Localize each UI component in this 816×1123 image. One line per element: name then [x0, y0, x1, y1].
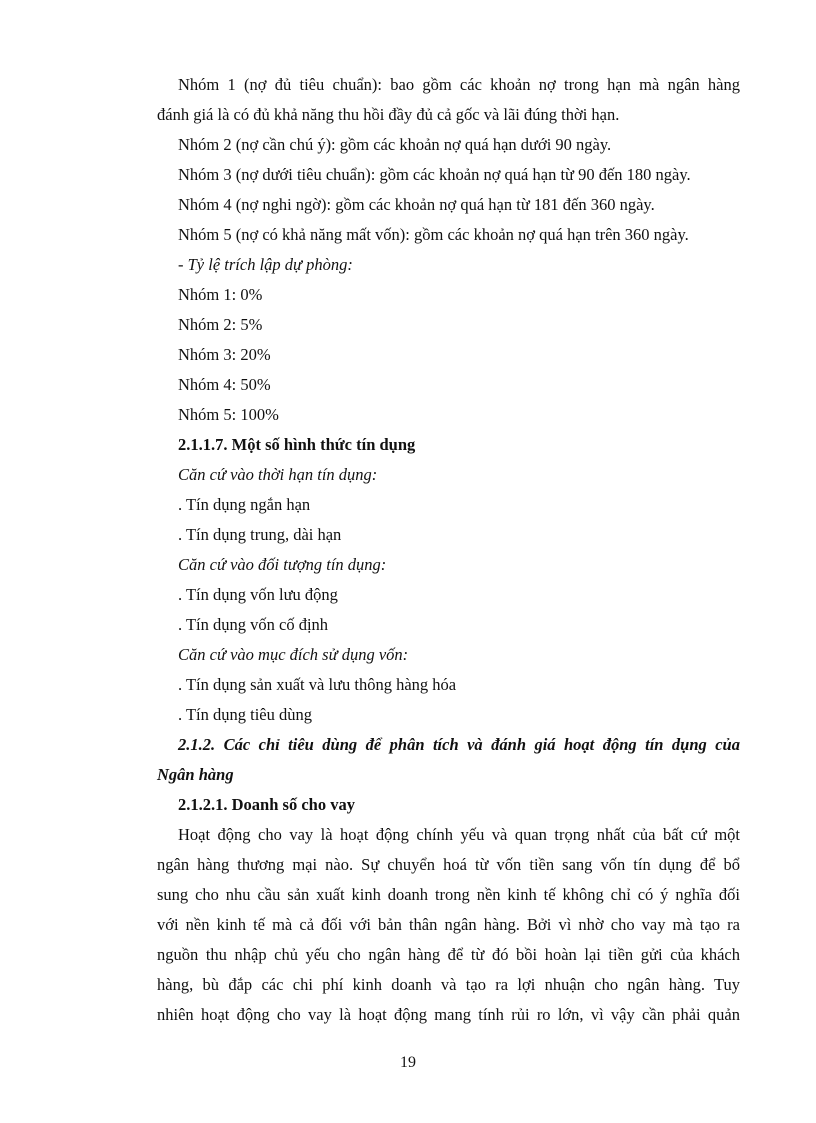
list-item: Nhóm 4: 50% [178, 375, 271, 394]
paragraph-line: hàng, bù đắp các chi phí kinh doanh và tạo ra lợi nhuận cho ngân hàng. Tuy [157, 975, 740, 994]
paragraph-line: đánh giá là có đủ khả năng thu hồi đầy đủ cả gốc và lãi đúng thời hạn. [157, 105, 620, 124]
list-item: . Tín dụng tiêu dùng [178, 705, 312, 724]
paragraph-line: Nhóm 5 (nợ có khả năng mất vốn): gồm các khoản nợ quá hạn trên 360 ngày. [178, 225, 689, 244]
section-heading: 2.1.2.1. Doanh số cho vay [178, 795, 355, 814]
list-item: . Tín dụng vốn cố định [178, 615, 329, 634]
list-item: Nhóm 3: 20% [178, 345, 271, 364]
page-number: 19 [400, 1054, 416, 1071]
paragraph-line: ngân hàng thương mại nào. Sự chuyển hoá từ vốn tiền sang vốn tín dụng để bổ [157, 855, 740, 874]
section-heading: 2.1.1.7. Một số hình thức tín dụng [178, 435, 416, 454]
subheading-italic: Căn cứ vào thời hạn tín dụng: [178, 465, 378, 484]
subheading-italic: Căn cứ vào mục đích sử dụng vốn: [178, 645, 409, 664]
list-item: . Tín dụng sản xuất và lưu thông hàng hóa [178, 675, 457, 694]
list-item: Nhóm 1: 0% [178, 285, 263, 304]
subheading-italic: - Tỷ lệ trích lập dự phòng: [178, 255, 353, 274]
paragraph-line: sung cho nhu cầu sản xuất kinh doanh trong nền kinh tế không chỉ có ý nghĩa đối [157, 885, 740, 904]
list-item: . Tín dụng trung, dài hạn [178, 525, 342, 544]
list-item: Nhóm 2: 5% [178, 315, 263, 334]
paragraph-line: nhiên hoạt động cho vay là hoạt động mang tính rủi ro lớn, vì vậy cần phải quản [157, 1005, 740, 1024]
paragraph-line: Nhóm 3 (nợ dưới tiêu chuẩn): gồm các khoản nợ quá hạn từ 90 đến 180 ngày. [178, 165, 691, 184]
paragraph-line: Nhóm 2 (nợ cần chú ý): gồm các khoản nợ quá hạn dưới 90 ngày. [178, 135, 612, 154]
document-body [157, 70, 740, 1030]
list-item: . Tín dụng ngắn hạn [178, 495, 311, 514]
paragraph-line: Nhóm 4 (nợ nghi ngờ): gồm các khoản nợ quá hạn từ 181 đến 360 ngày. [178, 195, 655, 214]
list-item: . Tín dụng vốn lưu động [178, 585, 338, 604]
paragraph-line: nguồn thu nhập chủ yếu cho ngân hàng để từ đó bồi hoàn lại tiền gửi của khách [157, 945, 740, 964]
paragraph-line: Hoạt động cho vay là hoạt động chính yếu và quan trọng nhất của bất cứ một [178, 825, 740, 844]
section-heading: Ngân hàng [157, 765, 234, 784]
section-heading: 2.1.2. Các chỉ tiêu dùng để phân tích và đánh giá hoạt động tín dụng của [178, 735, 740, 754]
subheading-italic: Căn cứ vào đối tượng tín dụng: [178, 555, 387, 574]
list-item: Nhóm 5: 100% [178, 405, 279, 424]
paragraph-line: Nhóm 1 (nợ đủ tiêu chuẩn): bao gồm các khoản nợ trong hạn mà ngân hàng [178, 75, 740, 94]
paragraph-line: với nền kinh tế mà cả đối với bản thân ngân hàng. Bởi vì nhờ cho vay mà tạo ra [157, 915, 740, 934]
